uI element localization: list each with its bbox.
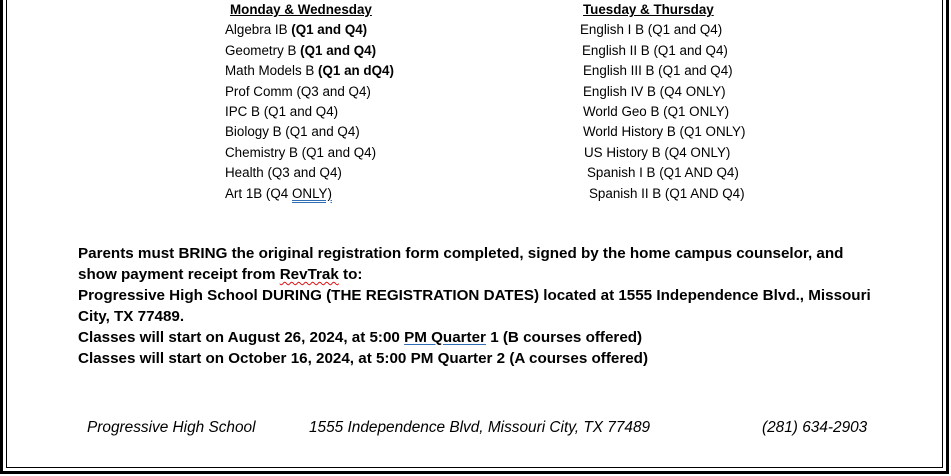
course-quarters-flagged: ONLY) bbox=[291, 185, 332, 201]
notice-line bbox=[78, 265, 898, 286]
notice-line: Progressive High School DURING (THE REGISTRATION DATES) located at 1555 Independence Blvd., Missouri bbox=[78, 286, 871, 304]
footer-address: 1555 Independence Blvd, Missouri City, TX 77489 bbox=[309, 419, 651, 436]
course-name: Health bbox=[225, 165, 268, 181]
notice-text: Classes will start on August 26, 2024, at 5:00 bbox=[78, 328, 405, 346]
page-border-left-inner bbox=[6, 0, 7, 468]
course-quarters: (Q1 an dQ4) bbox=[318, 63, 394, 79]
course-item bbox=[225, 184, 394, 204]
monday-wednesday-column bbox=[225, 0, 394, 204]
course-item: English II B (Q1 and Q4) bbox=[582, 42, 728, 58]
footer-phone: (281) 634-2903 bbox=[762, 419, 868, 436]
course-name: Art 1B (Q4 bbox=[225, 185, 292, 201]
monday-wednesday-heading: Monday & Wednesday bbox=[230, 2, 372, 17]
notice-line: Parents must BRING the original registration form completed, signed by the home campus counselor, and bbox=[78, 245, 844, 262]
course-name: Prof Comm bbox=[225, 83, 297, 99]
course-quarters: (Q3 and Q4) bbox=[296, 83, 371, 99]
page-border-right-inner bbox=[942, 0, 943, 468]
page-border-bottom-inner bbox=[6, 467, 943, 468]
course-name: Biology B bbox=[225, 124, 286, 140]
course-quarters: (Q1 and Q4) bbox=[263, 103, 339, 119]
course-item: English III B (Q1 and Q4) bbox=[583, 63, 733, 79]
course-item: English IV B (Q4 ONLY) bbox=[583, 83, 726, 99]
notice-line: Classes will start on October 16, 2024, at 5:00 PM Quarter 2 (A courses offered) bbox=[78, 349, 649, 367]
tuesday-thursday-heading: Tuesday & Thursday bbox=[583, 2, 714, 17]
course-quarters: (Q1 and Q4) bbox=[291, 22, 368, 38]
course-item bbox=[225, 122, 394, 142]
course-item: US History B (Q4 ONLY) bbox=[584, 144, 731, 160]
footer-school-name: Progressive High School bbox=[87, 419, 256, 436]
tuesday-thursday-column bbox=[579, 0, 745, 204]
course-item bbox=[225, 20, 394, 40]
course-item: World Geo B (Q1 ONLY) bbox=[583, 103, 730, 119]
course-item bbox=[225, 143, 394, 163]
course-name: Algebra IB bbox=[225, 22, 292, 38]
course-quarters: (Q1 and Q4) bbox=[285, 124, 360, 140]
page-border-right bbox=[946, 0, 949, 474]
notice-text: show payment receipt from bbox=[78, 265, 280, 283]
course-item bbox=[225, 163, 394, 183]
notice-text: 1 (B courses offered) bbox=[485, 328, 643, 346]
course-name: Geometry B bbox=[225, 42, 301, 58]
course-quarters: (Q1 and Q4) bbox=[301, 144, 377, 160]
course-name: Chemistry B bbox=[225, 144, 302, 160]
course-name: Math Models B bbox=[225, 63, 319, 79]
page-border-bottom bbox=[0, 471, 949, 474]
page-border-left bbox=[0, 0, 3, 474]
registration-notice bbox=[78, 244, 898, 369]
course-name: IPC B bbox=[225, 103, 264, 119]
course-item bbox=[225, 41, 394, 61]
notice-line: City, TX 77489. bbox=[78, 307, 185, 325]
notice-text: to: bbox=[338, 265, 363, 283]
course-item: Spanish II B (Q1 AND Q4) bbox=[589, 185, 745, 201]
course-quarters: (Q3 and Q4) bbox=[267, 165, 342, 181]
course-item bbox=[225, 82, 394, 102]
course-quarters: (Q1 and Q4) bbox=[300, 42, 377, 58]
course-item: World History B (Q1 ONLY) bbox=[583, 124, 746, 140]
course-item: English I B (Q1 and Q4) bbox=[580, 22, 723, 38]
course-item bbox=[225, 102, 394, 122]
course-item: Spanish I B (Q1 AND Q4) bbox=[587, 165, 739, 181]
quarter-flagged-text: PM Quarter bbox=[404, 328, 486, 346]
notice-line bbox=[78, 328, 898, 349]
course-item bbox=[225, 61, 394, 81]
revtrak-name: RevTrak bbox=[279, 265, 339, 283]
